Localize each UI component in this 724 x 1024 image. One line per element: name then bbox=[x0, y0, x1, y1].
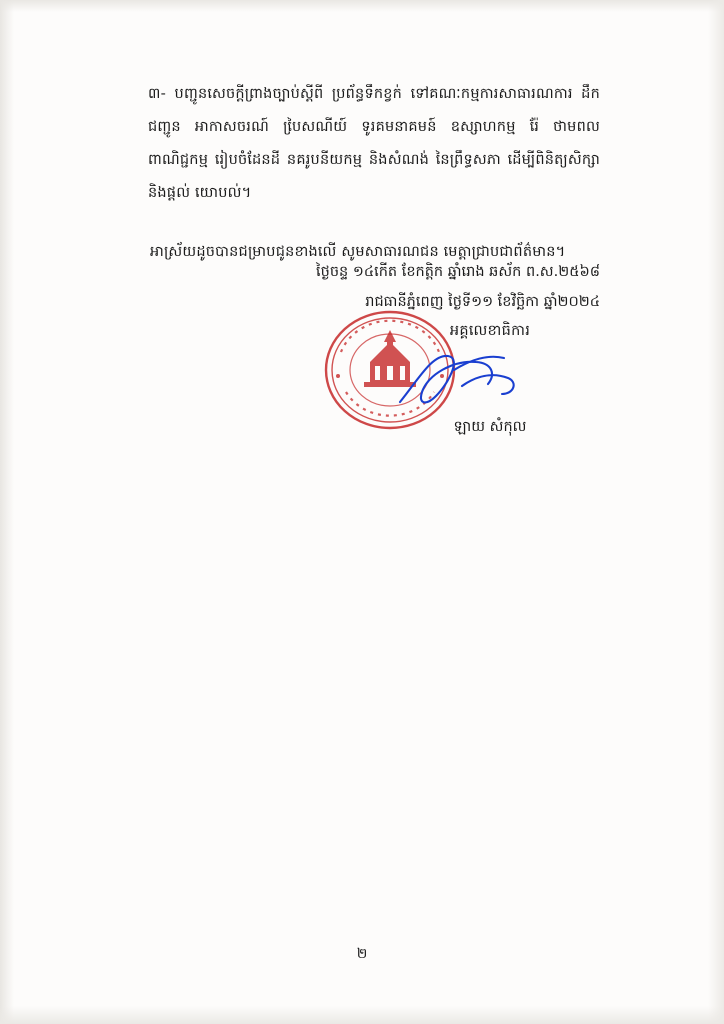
scan-edge-top bbox=[0, 0, 724, 12]
date-line-lunar: ថ្ងៃចន្ទ ១៤កើត ខែកត្តិក ឆ្នាំរោង ឆស័ក ព.ស.២៥៦៨ bbox=[316, 264, 600, 280]
scan-edge-bottom bbox=[0, 1006, 724, 1024]
page-number: ២ bbox=[356, 946, 368, 962]
paragraph-3: ៣- បញ្ជូនសេចក្ដីព្រាងច្បាប់ស្ដីពី ប្រព័ន្ធទឹកខ្វក់ ទៅគណៈកម្មការសាធារណការ ដឹកជញ្ជូន អាកាសចរណ៍ បៃ្រសណីយ៍ ទូរគមនាគមន៍ ឧស្សាហកម្ម រ៉ែ ថាមពល ពាណិជ្ជកម្ម រៀបចំដែនដី នគរូបនីយកម្ម និងសំណង់ នៃព្រឹទ្ធសភា ដើម្បីពិនិត្យសិក្សា និងផ្ដល់ យោបល់។ bbox=[148, 86, 600, 201]
signatory-title: អគ្គលេខាធិការ bbox=[449, 323, 531, 339]
signature-title-block bbox=[380, 322, 600, 343]
closing-paragraph: អាស្រ័យដូចបានជម្រាបជូនខាងលើ សូមសាធារណជន មេត្តាជ្រាបជាព័ត៌មាន។ bbox=[150, 244, 566, 260]
handwritten-signature bbox=[392, 340, 542, 430]
scan-edge-right bbox=[708, 0, 724, 1024]
scan-edge-left bbox=[0, 0, 14, 1024]
date-line-gregorian: រាជធានីភ្នំពេញ ថ្ងៃទី១១ ខែវិច្ឆិកា ឆ្នាំ២០២៤ bbox=[365, 294, 600, 310]
document-body bbox=[148, 78, 600, 269]
signatory-name: ឡាយ សំកុល bbox=[453, 419, 527, 435]
